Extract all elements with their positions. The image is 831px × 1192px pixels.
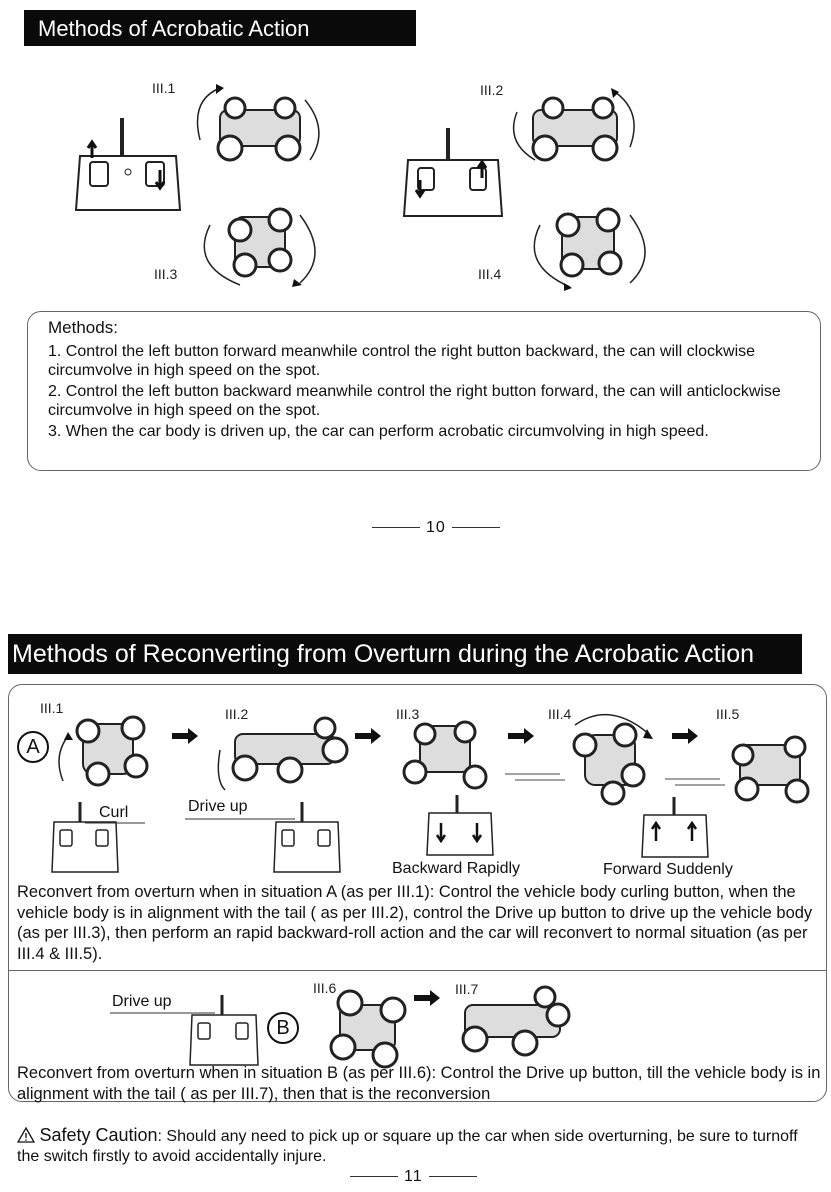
caption-backward-rapidly: Backward Rapidly — [392, 860, 521, 877]
figure-label-iii4: III.4 — [478, 266, 502, 282]
paragraph-situation-b: Reconvert from overturn when in situation B (as per III.6): Control the Drive up button, till the vehicle body is in alignment with the tail ( as per III.7), then that is the reconversion — [17, 1064, 821, 1103]
remote-illustration-b — [188, 995, 260, 1067]
arrow-right-icon — [508, 728, 534, 744]
car-illustration-iii2 — [505, 82, 645, 177]
car-illustration-a-iii1 — [58, 706, 153, 791]
page-title-acrobatic: Methods of Acrobatic Action — [24, 10, 416, 46]
car-illustration-a-iii3 — [395, 712, 495, 792]
figure-label-b-iii6: III.6 — [313, 980, 337, 996]
method-item-3: 3. When the car body is driven up, the car can perform acrobatic circumvolving in high speed. — [48, 423, 709, 440]
remote-illustration-1 — [72, 118, 184, 218]
figure-label-a-iii2: III.2 — [225, 706, 249, 722]
figure-label-iii3: III.3 — [154, 266, 178, 282]
motion-lines — [505, 772, 565, 786]
car-illustration-iii3 — [190, 195, 330, 290]
arrow-right-icon — [172, 728, 198, 744]
figure-label-a-iii1: III.1 — [40, 700, 64, 716]
arrow-right-icon — [414, 990, 440, 1006]
car-illustration-iii4 — [520, 195, 660, 295]
figure-label-a-iii3: III.3 — [396, 706, 420, 722]
caption-drive-up: Drive up — [188, 798, 248, 815]
remote-illustration-backward — [425, 795, 495, 857]
figure-label-b-iii7: III.7 — [455, 981, 479, 997]
caption-forward-suddenly: Forward Suddenly — [603, 861, 733, 878]
method-item-1: 1. Control the left button forward meanwhile control the right button backward, the can will clockwise circumvolve in high speed on the spot. — [48, 343, 756, 379]
paragraph-situation-a: Reconvert from overturn when in situation A (as per III.1): Control the vehicle body curling button, when the vehicle body is in alignment with the tail ( as per III.2), control the Drive up button to drive up the vehicle body (as per III.3), then perform an rapid backward-roll action and the car will reconvert to normal situation (as per III.4 & III.5). — [17, 883, 813, 963]
safety-caution — [17, 1125, 817, 1167]
safety-caution-text: : Should any need to pick up or square up the car when side overturning, be sure to turnoff the switch firstly to avoid accidentally injure. — [17, 1128, 798, 1165]
arrow-right-icon — [355, 728, 381, 744]
car-illustration-a-iii4 — [565, 705, 665, 805]
page-number-11: 11 — [344, 1168, 483, 1186]
figure-label-a-iii4: III.4 — [548, 706, 572, 722]
motion-lines — [665, 777, 725, 791]
caption-curl-underline — [85, 822, 145, 824]
warning-triangle-icon — [17, 1127, 35, 1143]
car-illustration-b-iii7 — [450, 985, 575, 1060]
situation-b-badge: B — [267, 1012, 299, 1044]
figure-label-iii2: III.2 — [480, 82, 504, 98]
caption-curl: Curl — [99, 804, 129, 821]
remote-illustration-forward — [640, 797, 710, 859]
method-item-2: 2. Control the left button backward meanwhile control the right button forward, the can will anticlockwise circumvolve in high speed on the spot. — [48, 383, 781, 419]
car-illustration-iii1 — [190, 80, 330, 175]
caption-drive-up-b: Drive up — [112, 993, 172, 1010]
methods-title: Methods: — [48, 318, 118, 337]
methods-box — [27, 311, 821, 471]
remote-illustration-drive-up — [272, 802, 342, 874]
car-illustration-a-iii5 — [725, 725, 815, 810]
page-title-reconverting: Methods of Reconverting from Overturn during the Acrobatic Action — [8, 634, 802, 674]
figure-label-iii1: III.1 — [152, 80, 176, 96]
caption-drive-up-underline — [185, 818, 295, 820]
safety-caution-heading: Safety Caution — [39, 1125, 158, 1145]
figure-label-a-iii5: III.5 — [716, 706, 740, 722]
arrow-right-icon — [672, 728, 698, 744]
car-illustration-a-iii2 — [205, 710, 355, 790]
page-number-10: 10 — [366, 519, 506, 537]
remote-illustration-2 — [400, 128, 506, 220]
section-divider — [8, 970, 827, 971]
car-illustration-b-iii6 — [315, 985, 415, 1070]
situation-a-badge: A — [17, 731, 49, 763]
